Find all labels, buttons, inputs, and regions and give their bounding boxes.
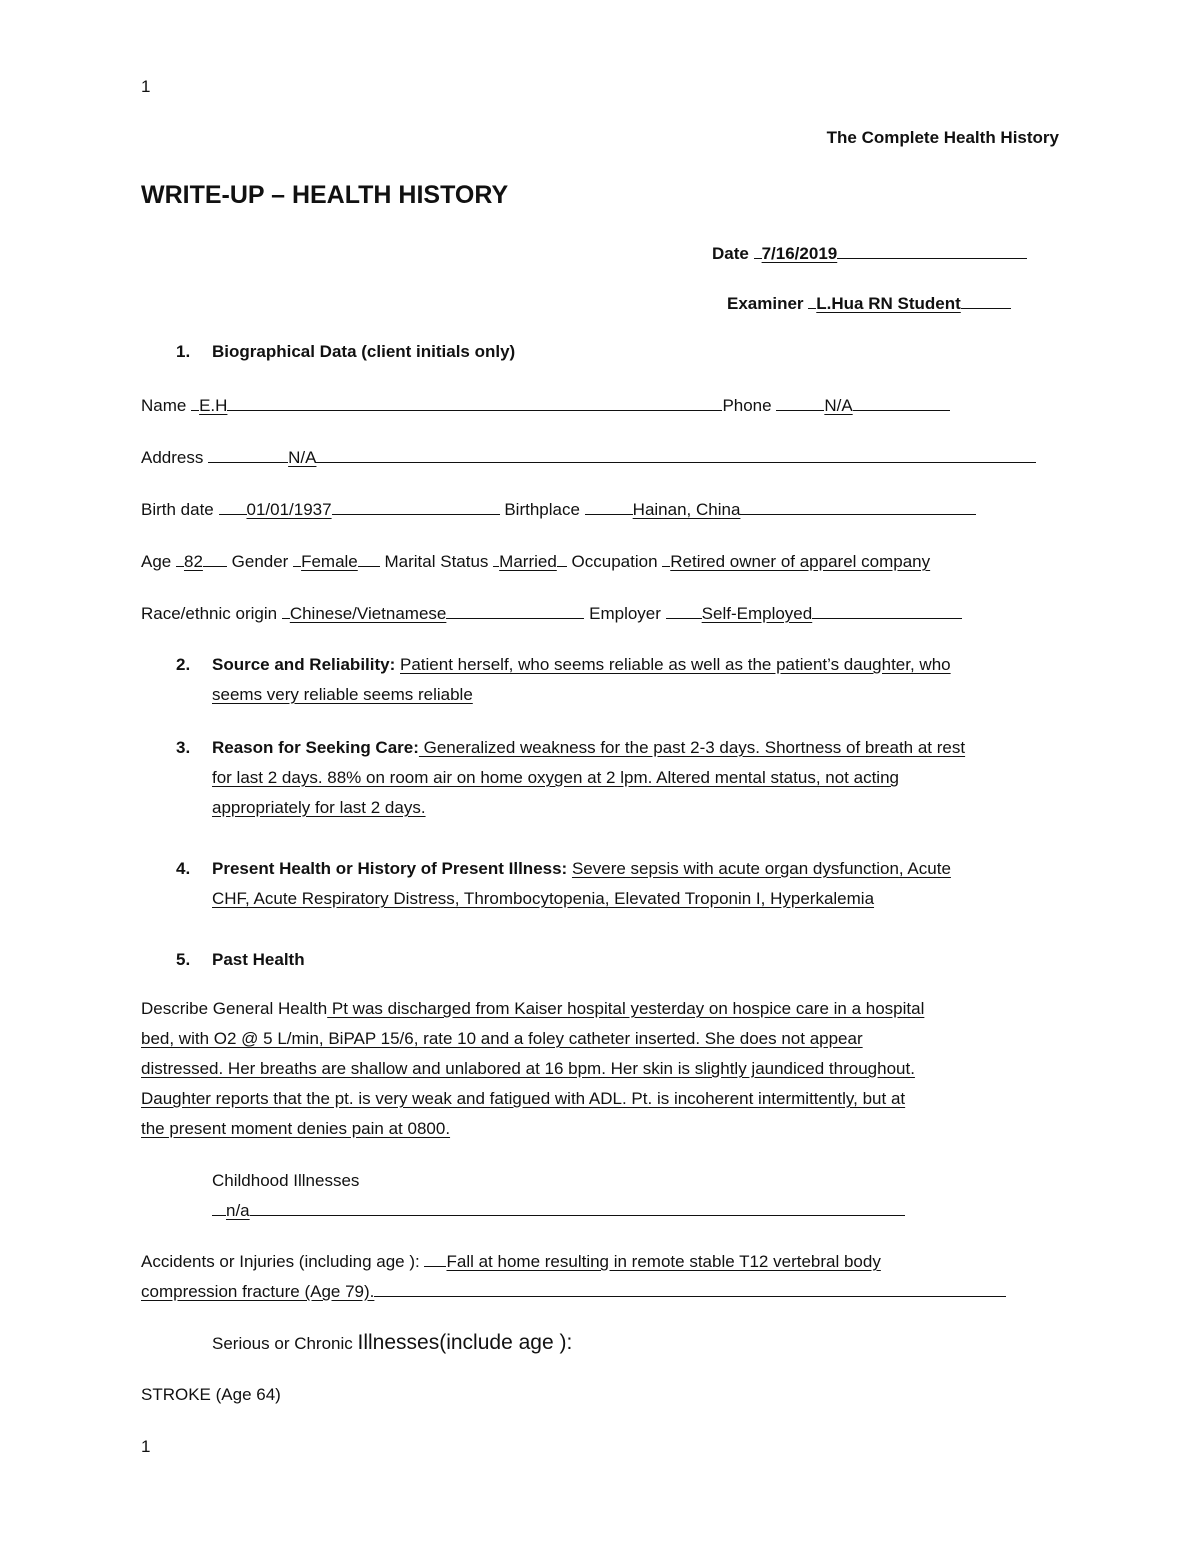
- section-2: [176, 650, 951, 710]
- date-row: [712, 241, 1027, 265]
- birth-row: [141, 497, 976, 521]
- section-4-text-line2: CHF, Acute Respiratory Distress, Thrombocytopenia, Elevated Troponin I, Hyperkalemia: [212, 889, 875, 908]
- serious-label-small: Serious or Chronic: [212, 1334, 353, 1353]
- gender-value: Female: [301, 552, 358, 571]
- accidents-line1: Fall at home resulting in remote stable T12 vertebral body: [446, 1252, 881, 1271]
- birthplace-value: Hainan, China: [632, 500, 741, 519]
- accidents-label: Accidents or Injuries (including age ):: [141, 1252, 420, 1271]
- name-label: Name: [141, 396, 187, 415]
- general-health: [141, 994, 924, 1144]
- general-health-label: Describe General Health: [141, 999, 328, 1018]
- name-phone-row: [141, 393, 950, 417]
- page-number-bottom: 1: [141, 1437, 151, 1456]
- section-1-title: Biographical Data (client initials only): [212, 342, 516, 361]
- section-2-text-line1: Patient herself, who seems reliable as well as the patient’s daughter, who: [400, 655, 951, 674]
- general-health-line3: distressed. Her breaths are shallow and unlabored at 16 bpm. Her skin is slightly jaundiced throughout.: [141, 1059, 915, 1078]
- childhood-label: Childhood Illnesses: [212, 1171, 360, 1190]
- general-health-line1: Pt was discharged from Kaiser hospital yesterday on hospice care in a hospital: [327, 999, 925, 1018]
- page-title: WRITE-UP – HEALTH HISTORY: [141, 181, 509, 209]
- childhood-value: n/a: [226, 1201, 250, 1220]
- examiner-label: Examiner: [727, 294, 804, 313]
- date-value: 7/16/2019: [761, 244, 838, 263]
- section-4: [176, 854, 951, 914]
- examiner-value: L.Hua RN Student: [816, 294, 961, 313]
- birthplace-label: Birthplace: [504, 500, 580, 519]
- examiner-row: [727, 291, 1011, 315]
- address-value: N/A: [288, 448, 317, 467]
- employer-value: Self-Employed: [701, 604, 813, 623]
- accidents-line2: compression fracture (Age 79).: [141, 1282, 375, 1301]
- marital-label: Marital Status: [384, 552, 489, 571]
- section-2-number: 2.: [176, 655, 191, 674]
- age-value: 82: [183, 552, 203, 571]
- serious-label-large: Illnesses(include age ):: [357, 1331, 573, 1354]
- general-health-line5: the present moment denies pain at 0800.: [141, 1119, 451, 1138]
- gender-label: Gender: [231, 552, 289, 571]
- name-value: E.H: [199, 396, 228, 415]
- serious-illnesses-heading: [212, 1328, 572, 1359]
- race-row: [141, 601, 962, 625]
- section-3-text-line3: appropriately for last 2 days.: [212, 798, 426, 817]
- childhood-illnesses: [212, 1166, 905, 1226]
- section-3-title: Reason for Seeking Care:: [212, 738, 419, 757]
- section-5-number: 5.: [176, 950, 191, 969]
- stroke-entry: STROKE (Age 64): [141, 1385, 281, 1404]
- section-3-text-line1: Generalized weakness for the past 2-3 days. Shortness of breath at rest: [418, 738, 966, 757]
- birthdate-value: 01/01/1937: [246, 500, 332, 519]
- section-4-number: 4.: [176, 859, 191, 878]
- phone-value: N/A: [824, 396, 853, 415]
- accidents-injuries: [141, 1247, 1006, 1307]
- marital-value: Married: [499, 552, 557, 571]
- section-3: [176, 733, 965, 823]
- general-health-line4: Daughter reports that the pt. is very weak and fatigued with ADL. Pt. is incoherent intermittently, but at: [141, 1089, 906, 1108]
- section-2-text-line2: seems very reliable seems reliable: [212, 685, 473, 704]
- phone-label: Phone: [722, 396, 772, 415]
- section-1-heading: [176, 341, 515, 363]
- section-3-text-line2: for last 2 days. 88% on room air on home oxygen at 2 lpm. Altered mental status, not acting: [212, 768, 899, 787]
- general-health-line2: bed, with O2 @ 5 L/min, BiPAP 15/6, rate 10 and a foley catheter inserted. She does not appear: [141, 1029, 863, 1048]
- age-label: Age: [141, 552, 172, 571]
- race-label: Race/ethnic origin: [141, 604, 278, 623]
- address-row: [141, 445, 1036, 469]
- section-4-text-line1: Severe sepsis with acute organ dysfunction, Acute: [571, 859, 951, 878]
- age-row: [141, 549, 930, 573]
- section-1-number: 1.: [176, 342, 191, 361]
- section-4-title: Present Health or History of Present Illness:: [212, 859, 568, 878]
- section-5-title: Past Health: [212, 950, 305, 969]
- birthdate-label: Birth date: [141, 500, 214, 519]
- occupation-value: Retired owner of apparel company: [670, 552, 931, 571]
- occupation-label: Occupation: [571, 552, 658, 571]
- section-2-title: Source and Reliability:: [212, 655, 396, 674]
- section-5-heading: [176, 949, 305, 971]
- employer-label: Employer: [589, 604, 661, 623]
- page-number-top: 1: [141, 77, 151, 96]
- date-label: Date: [712, 244, 749, 263]
- header-title: The Complete Health History: [826, 128, 1059, 147]
- address-label: Address: [141, 448, 204, 467]
- section-3-number: 3.: [176, 738, 191, 757]
- race-value: Chinese/Vietnamese: [289, 604, 447, 623]
